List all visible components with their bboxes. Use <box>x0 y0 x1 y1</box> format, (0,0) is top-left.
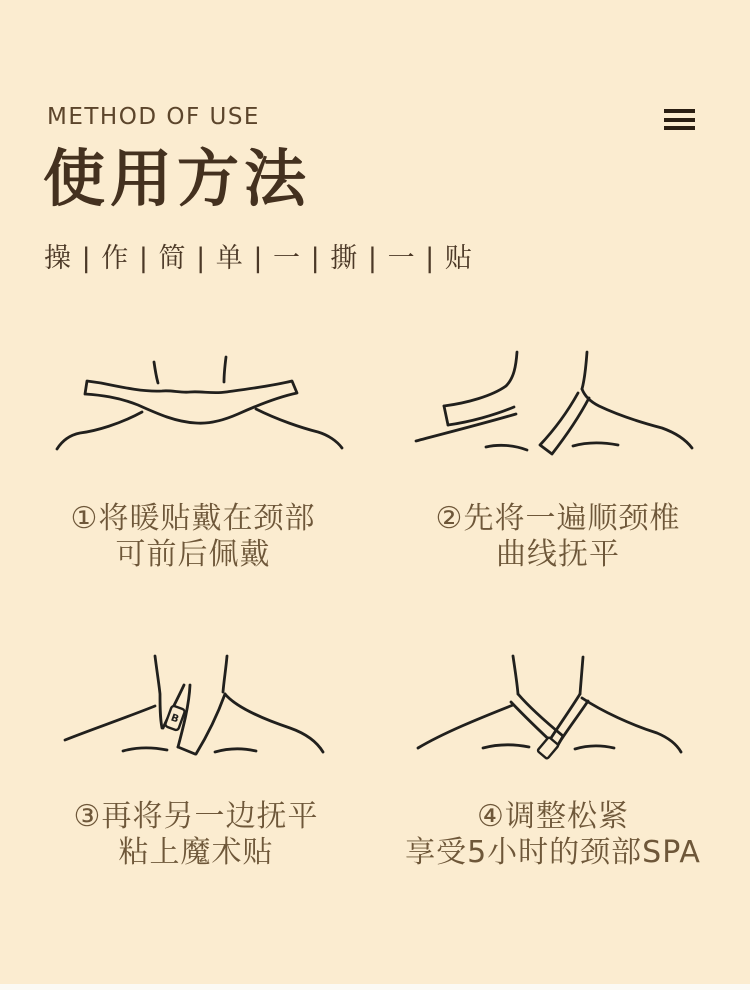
neck-line-right <box>582 352 587 389</box>
shoulder-right <box>225 694 323 752</box>
tagline: 操 | 作 | 简 | 单 | 一 | 撕 | 一 | 贴 <box>44 243 473 274</box>
step1-caption-line2: 可前后佩戴 <box>115 537 271 572</box>
collar-line-left <box>486 445 527 450</box>
collar-line-left <box>123 748 167 751</box>
patch-band <box>85 381 297 423</box>
strap-end-cap <box>444 406 448 425</box>
neck-into-strap-top <box>444 352 517 406</box>
step2-smooth-side-illustration <box>410 348 710 458</box>
step3-caption-line2: 粘上魔术贴 <box>118 835 274 870</box>
collar-line-right <box>215 749 256 752</box>
shoulder-left <box>418 705 513 748</box>
velcro-tab-glyph: B <box>169 712 181 726</box>
menu-icon-bar <box>664 126 695 130</box>
step2-caption-line1: ②先将一遍顺颈椎 <box>435 501 681 536</box>
collar-line-right <box>573 443 618 446</box>
velcro-tab <box>537 737 559 759</box>
step1-caption <box>45 501 341 573</box>
menu-icon-bar <box>664 118 695 122</box>
shoulder-left <box>65 706 155 740</box>
step2-caption <box>410 501 706 573</box>
shoulder-left <box>416 414 516 441</box>
step3-velcro-illustration <box>55 648 355 763</box>
menu-icon-bar <box>664 109 695 113</box>
step4-caption-line2: 享受5小时的颈部SPA <box>405 835 701 870</box>
eyebrow-text: METHOD OF USE <box>47 104 260 130</box>
strap-tip-cap <box>178 747 195 754</box>
shoulder-right <box>582 698 681 752</box>
collar-line-right <box>575 746 614 749</box>
step2-caption-line2: 曲线抚平 <box>496 537 620 572</box>
neck-line-right <box>223 656 227 692</box>
shoulder-right <box>256 409 342 448</box>
neck-line-right <box>580 657 583 694</box>
step4-caption <box>400 799 706 871</box>
neck-line-right <box>224 357 226 382</box>
neck-line-left <box>154 362 158 383</box>
step3-caption-line1: ③再将另一边抚平 <box>73 799 319 834</box>
bottom-strip <box>0 984 750 990</box>
hamburger-icon <box>664 109 695 130</box>
strap-lower-edge <box>196 694 225 754</box>
shoulder-right <box>582 389 692 448</box>
neck-line-left <box>155 656 162 728</box>
step3-caption <box>48 799 344 871</box>
under-strap <box>511 694 563 747</box>
top-strap-left-edge <box>559 701 588 743</box>
collar-line-left <box>483 745 529 748</box>
shoulder-left <box>57 412 142 449</box>
step1-caption-line1: ①将暖贴戴在颈部 <box>70 501 316 536</box>
page-title: 使用方法 <box>43 142 312 215</box>
step1-neck-patch-illustration <box>50 350 350 460</box>
step4-crossed-straps-illustration <box>408 648 708 763</box>
neck-line-left <box>513 656 518 694</box>
step4-caption-line1: ④调整松紧 <box>477 799 629 834</box>
